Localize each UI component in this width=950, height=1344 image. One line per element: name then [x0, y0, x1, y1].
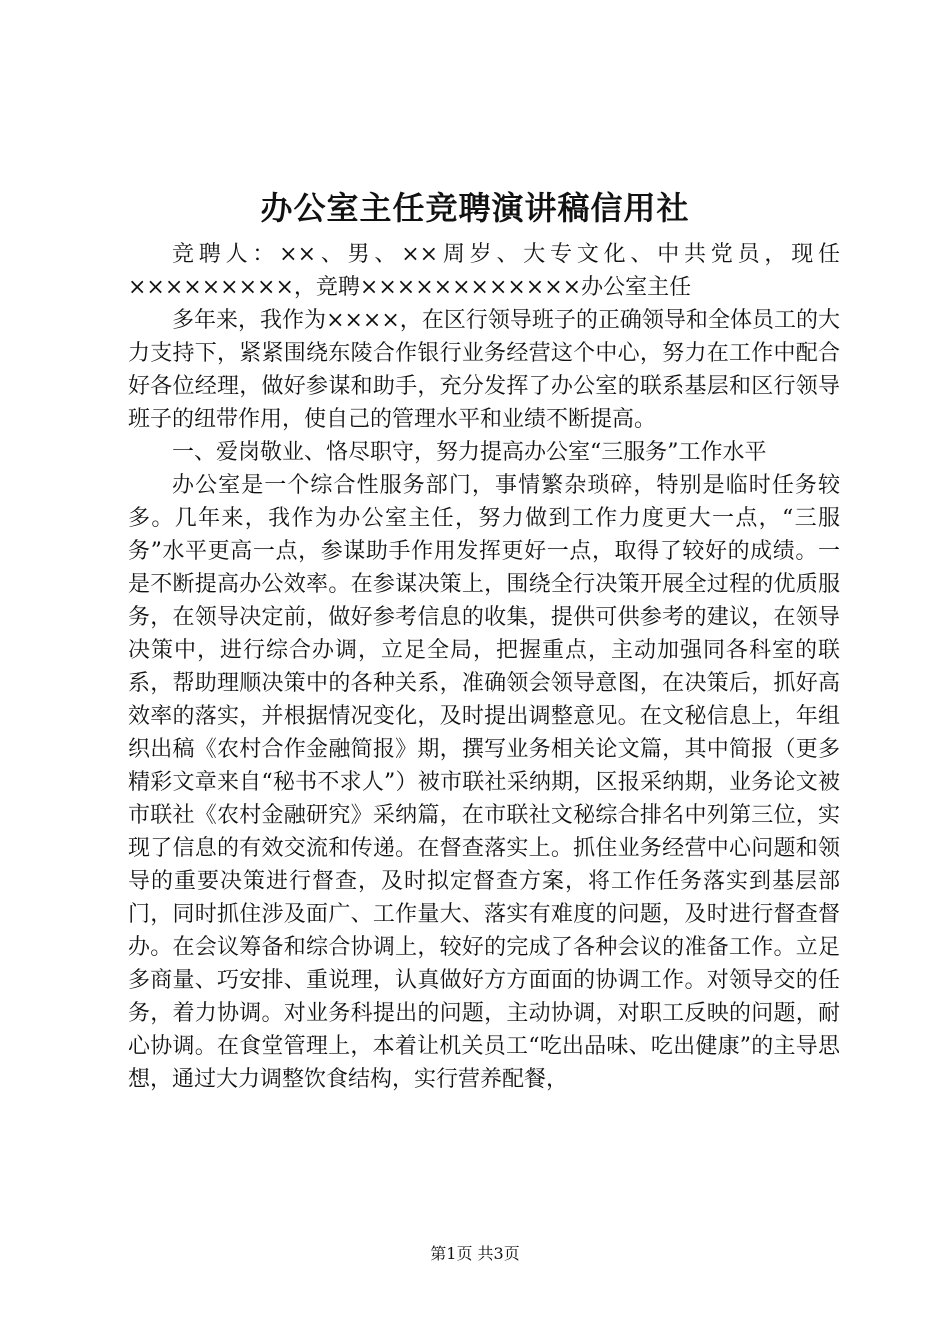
- paragraph-section-heading: 一、爱岗敬业、恪尽职守，努力提高办公室“三服务”工作水平: [172, 440, 767, 465]
- document-title: 办公室主任竞聘演讲稿信用社: [260, 189, 690, 227]
- paragraph-office-work: 办公室是一个综合性服务部门，事情繁杂琐碎，特别是临时任务较多。几年来，我作为办公室主任，努力做到工作力度更大一点，“三服务”水平更高一点，参谋助手作用发挥更好一点，取得了较好的成绩。一是不断提高办公效率。在参谋决策上，围绕全行决策开展全过程的优质服务，在领导决定前，做好参考信息的收集，提供可供参考的建议，在领导决策中，进行综合办调，立足全局，把握重点，主动加强同各科室的联系，帮助理顺决策中的各种关系，准确领会领导意图，在决策后，抓好高效率的落实，并根据情况变化，及时提出调整意见。在文秘信息上，年组织出稿《农村合作金融简报》期，撰写业务相关论文篇，其中简报（更多精彩文章来自“秘书不求人”）被市联社采纳期，区报采纳期，业务论文被市联社《农村金融研究》采纳篇，在市联社文秘综合排名中列第三位，实现了信息的有效交流和传递。在督查落实上。抓住业务经营中心问题和领导的重要决策进行督查，及时拟定督查方案，将工作任务落实到基层部门，同时抓住涉及面广、工作量大、落实有难度的问题，及时进行督查督办。在会议筹备和综合协调上，较好的完成了各种会议的准备工作。立足多商量、巧安排、重说理，认真做好方方面面的协调工作。对领导交的任务，着力协调。对业务科提出的问题，主动协调，对职工反映的问题，耐心协调。在食堂管理上，本着让机关员工“吃出品味、吃出健康”的主导思想，通过大力调整饮食结构，实行营养配餐，: [128, 473, 840, 1092]
- page-number: 第1页 共3页: [430, 1244, 520, 1263]
- paragraph-intro: 多年来，我作为××××，在区行领导班子的正确领导和全体员工的大力支持下，紧紧围绕东陵合作银行业务经营这个中心，努力在工作中配合好各位经理，做好参谋和助手，充分发挥了办公室的联系基层和区行领导班子的纽带作用，使自己的管理水平和业绩不断提高。: [128, 308, 840, 432]
- document-body: [128, 238, 840, 1096]
- paragraph-candidate-info: 竞聘人：××、男、××周岁、大专文化、中共党员，现任×××××××××，竞聘××××××××××××办公室主任: [128, 242, 840, 300]
